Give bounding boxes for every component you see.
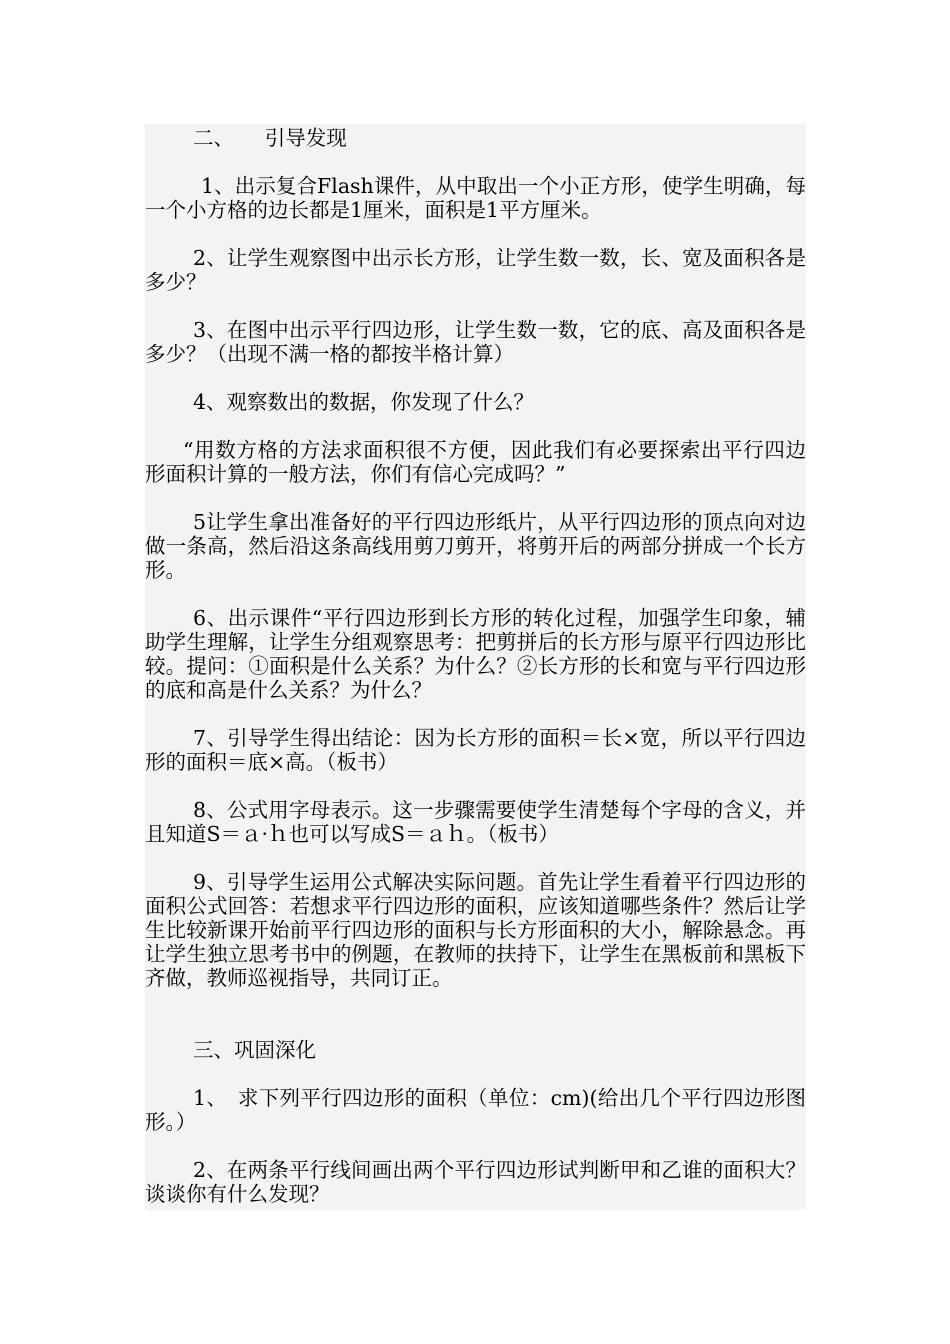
paragraph-step-2: 2、让学生观察图中出示长方形，让学生数一数，长、宽及面积各是多少？	[145, 246, 806, 294]
document-text-block	[145, 124, 806, 1210]
paragraph-step-8: 8、公式用字母表示。这一步骤需要使学生清楚每个字母的含义，并且知道S＝ａ·ｈ也可以写成S＝ａｈ。（板书）	[145, 798, 806, 846]
paragraph-step-6: 6、出示课件“平行四边形到长方形的转化过程，加强学生印象，辅助学生理解，让学生分组观察思考：把剪拼后的长方形与原平行四边形比较。提问：①面积是什么关系？为什么？②长方形的长和宽与平行四边形的底和高是什么关系？为什么？	[145, 606, 806, 702]
section-heading-guided-discovery: 二、 引导发现	[193, 126, 347, 150]
paragraph-exercise-2: 2、在两条平行线间画出两个平行四边形试判断甲和乙谁的面积大？谈谈你有什么发现？	[145, 1158, 806, 1206]
paragraph-step-5: 5让学生拿出准备好的平行四边形纸片，从平行四边形的顶点向对边做一条高，然后沿这条高线用剪刀剪开，将剪开后的两部分拼成一个长方形。	[145, 510, 806, 582]
section-heading-consolidation: 三、巩固深化	[193, 1038, 316, 1062]
paragraph-step-3: 3、在图中出示平行四边形，让学生数一数，它的底、高及面积各是多少？（出现不满一格的都按半格计算）	[145, 318, 806, 366]
paragraph-step-9: 9、引导学生运用公式解决实际问题。首先让学生看着平行四边形的面积公式回答：若想求平行四边形的面积，应该知道哪些条件？然后让学生比较新课开始前平行四边形的面积与长方形面积的大小，解除悬念。再让学生独立思考书中的例题，在教师的扶持下，让学生在黑板前和黑板下齐做，教师巡视指导，共同订正。	[145, 870, 806, 990]
paragraph-step-4: 4、观察数出的数据，你发现了什么？	[193, 390, 535, 414]
paragraph-quote: “用数方格的方法求面积很不方便，因此我们有必要探索出平行四边形面积计算的一般方法，你们有信心完成吗？”	[145, 438, 806, 486]
paragraph-step-7: 7、引导学生得出结论：因为长方形的面积＝长×宽，所以平行四边形的面积＝底×高。（板书）	[145, 726, 806, 774]
paragraph-exercise-1: 1、 求下列平行四边形的面积（单位：cm)(给出几个平行四边形图形。）	[145, 1086, 806, 1134]
paragraph-step-1: 1、出示复合Flash课件，从中取出一个小正方形，使学生明确，每一个小方格的边长都是1厘米，面积是1平方厘米。	[145, 174, 806, 222]
